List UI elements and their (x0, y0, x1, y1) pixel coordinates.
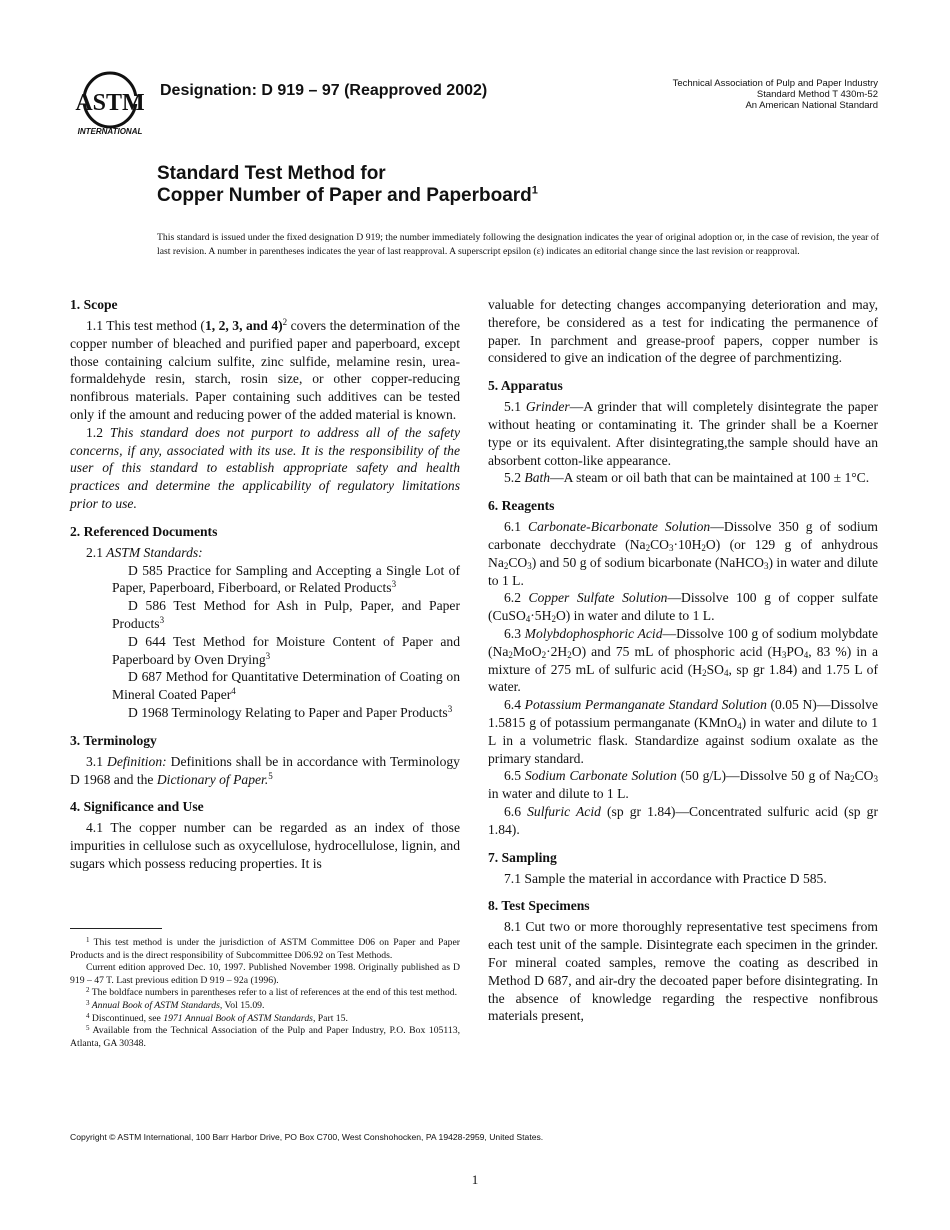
logo-text: ASTM (75, 90, 145, 116)
reference-item[interactable]: D 585 Practice for Sampling and Accepting a Single Lot of Paper, Paperboard, Fiberboard, or Related Products$^3$ (112, 562, 460, 596)
paragraph-7-1: 7.1 Sample the material in accordance with Practice D 585. (504, 870, 827, 886)
footnote-2: $^2$ The boldface numbers in parentheses refer to a list of references at the end of this test method. (86, 986, 458, 999)
reference-list (70, 562, 460, 722)
section-heading-terminology: 3. Terminology (70, 732, 157, 748)
section-heading-referenced: 2. Referenced Documents (70, 523, 218, 539)
title-line-2: Copper Number of Paper and Paperboard (157, 185, 532, 206)
section-heading-significance: 4. Significance and Use (70, 799, 204, 815)
paragraph-6-1: 6.1 Carbonate-Bicarbonate Solution—Dissolve 350 g of sodium carbonate decchydrate $(Na_2CO_3\cdot 10H_2O)$ (or 129 g of anhydrous $Na_2CO_3$) and 50 g of sodium bicarbonate (NaHCO$_3$) in water and dilute to 1 L. (488, 519, 879, 588)
paragraph-6-6: 6.6 Sulfuric Acid (sp gr 1.84)—Concentrated sulfuric acid (sp gr 1.84). (488, 803, 878, 837)
footnotes (70, 937, 460, 1050)
paragraph-5-2: 5.2 Bath—A steam or oil bath that can be maintained at 100 ± 1°C. (504, 470, 870, 486)
title-line-1: Standard Test Method for (157, 163, 386, 184)
title-footnote-mark: 1 (531, 184, 538, 197)
footnote-1: $^1$ This test method is under the jurisdiction of ASTM Committee D06 on Paper and Paper Products and is the direct responsibility of Subcommittee D06.92 on Test Methods. (70, 936, 460, 961)
paragraph-6-5: 6.5 Sodium Carbonate Solution (50 g/L)—Dissolve 50 g of $Na_2CO_3$ in water and dilute to 1 L. (488, 768, 878, 802)
paragraph-6-3: 6.3 Molybdophosphoric Acid—Dissolve 100 g of sodium molybdate $(Na_2MoO_2\cdot 2H_2O)$ and 75 mL of phosphoric acid ($H_3PO_4$, 83 %) in a mixture of 275 mL of sulfuric acid ($H_2SO_4$, sp gr 1.84) and 1.75 L of water. (488, 625, 879, 695)
section-heading-scope: 1. Scope (70, 297, 118, 312)
footnote-1-edition: Current edition approved Dec. 10, 1997. Published November 1998. Originally published as D 919 – 47 T. Last previous edition D 919 – 92a (1996). (70, 962, 460, 986)
paragraph-4-1: 4.1 The copper number can be regarded as an index of those impurities in cellulose such as oxycellulose, hydrocellulose, lignin, and sugars which possess reducing properties. It is (70, 820, 460, 871)
section-heading-apparatus: 5. Apparatus (488, 378, 563, 394)
paragraph-4-1-continued: valuable for detecting changes accompanying deterioration and may, therefore, be considered as a test for indicating the permanence of paper. In parchment and grease-proof papers, copper number is considered to give an indication of the degree of parchmentizing. (488, 297, 878, 366)
astm-logo (68, 70, 152, 138)
org-line: Technical Association of Pulp and Paper Industry (672, 78, 878, 89)
column-right (488, 296, 878, 1025)
reference-item[interactable]: D 644 Test Method for Moisture Content of Paper and Paperboard by Oven Drying$^3$ (112, 633, 460, 667)
logo-subtext: INTERNATIONAL (77, 127, 143, 136)
section-heading-sampling: 7. Sampling (488, 849, 557, 865)
paragraph-6-4: 6.4 Potassium Permanganate Standard Solution (0.05 N)—Dissolve 1.5815 g of potassium permanganate (KMnO$_4$) in water and dilute to 1 L in a volumetric flask. Standardize against sodium oxalate as the primary standard. (488, 697, 878, 766)
footnote-4: $^4$ Discontinued, see 1971 Annual Book of ASTM Standards, Part 15. (86, 1011, 348, 1024)
paragraph-1-2: 1.2 This standard does not purport to address all of the safety concerns, if any, associated with its use. It is the responsibility of the user of this standard to establish appropriate safety and health practices and determine the applicability of regulatory limitations prior to use. (70, 424, 460, 511)
column-left (70, 296, 460, 873)
paragraph-8-1: 8.1 Cut two or more thoroughly representative test specimens from each test unit of the sample. Disintegrate each specimen in the grinder. For mineral coated samples, remove the coating as described in Method D 687, and air-dry the decoated paper before disintegrating. In the absence of knowledge regarding the respective nonfibrous materials present, (488, 919, 878, 1024)
section-heading-specimens: 8. Test Specimens (488, 898, 590, 914)
document-title (157, 163, 538, 207)
designation: Designation: D 919 – 97 (Reapproved 2002) (160, 82, 488, 99)
reference-item[interactable]: D 1968 Terminology Relating to Paper and Paper Products$^3$ (128, 703, 453, 720)
copyright-line: Copyright © ASTM International, 100 Barr Harbor Drive, PO Box C700, West Conshohocken, PA 19428-2959, United States. (70, 1132, 544, 1142)
issued-note: This standard is issued under the fixed designation D 919; the number immediately following the designation indicates the year of original adoption or, in the case of revision, the year of last revision. A number in parentheses indicates the year of last reapproval. A superscript epsilon (ε) indicates an editorial change since the last revision or reapproval. (157, 232, 879, 257)
footnote-5: $^5$ Available from the Technical Association of the Pulp and Paper Industry, P.O. Box 105113, Atlanta, GA 30348. (70, 1024, 460, 1049)
footnote-divider (70, 928, 162, 929)
section-heading-reagents: 6. Reagents (488, 498, 555, 514)
page-number: 1 (471, 1172, 479, 1187)
paragraph-5-1: 5.1 Grinder—A grinder that will completely disintegrate the paper without heating or contaminating it. The grinder shall be a Koerner type or its equivalent. After disintegrating,the sample should have an absorbent cotton-like appearance. (488, 399, 879, 468)
org-line: Standard Method T 430m-52 (756, 89, 878, 100)
reference-item[interactable]: D 687 Method for Quantitative Determination of Coating on Mineral Coated Paper$^4$ (112, 669, 460, 703)
paragraph-3-1: 3.1 Definition: Definitions shall be in accordance with Terminology D 1968 and the Dictionary of Paper.$^5$ (70, 753, 460, 787)
paragraph-6-2: 6.2 Copper Sulfate Solution—Dissolve 100 g of copper sulfate $(CuSO_4\cdot 5H_2O)$ in water and dilute to 1 L. (488, 590, 879, 625)
org-block (673, 78, 878, 111)
reference-item[interactable]: D 586 Test Method for Ash in Pulp, Paper, and Paper Products$^3$ (112, 598, 460, 631)
paragraph-2-1: 2.1 ASTM Standards: (86, 544, 203, 560)
org-line: An American National Standard (745, 100, 878, 111)
footnote-3: $^3$ Annual Book of ASTM Standards, Vol 15.09. (86, 998, 265, 1011)
paragraph-1-1: 1.1 This test method (1, 2, 3, and 4)$^2$ covers the determination of the copper number of bleached and purified paper and paperboard, except those containing calcium sulfite, zinc sulfide, melamine resin, urea-formaldehyde resin, starch, rosin size, or other copper-reducing nonfibrous materials. Paper containing such additives can be tested only if the amount and reducing power of the added material is known. (70, 317, 460, 422)
